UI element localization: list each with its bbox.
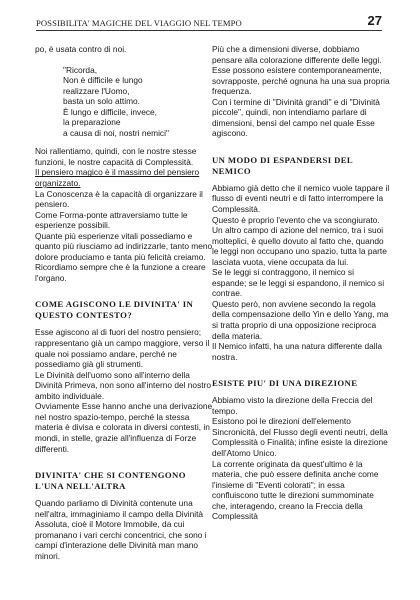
- paragraph: Se le leggi si contraggono, il nemico si espande; se le leggi si espandono, il nemico si contrae.: [212, 267, 385, 299]
- paragraph: La corrente originata da quest'ultimo è la materia, che può essere definita anche come l'insieme di "Eventi colorati"; in essa confluiscono tutte le direzioni summominate che, interagendo, creano la Freccia della Complessità: [212, 458, 379, 522]
- paragraph: La Conoscenza è la capacità di organizzare il pensiero.: [35, 188, 203, 210]
- paragraph: Abbiamo visto la direzione della Freccia del tempo.: [212, 395, 373, 416]
- paragraph: Un altro campo di azione del nemico, tra i suoi molteplici, è quello dovuto al fatto che, quando le leggi non occupano uno spazio, tutta la parte lasciata vuota, viene occupata da lui.: [212, 225, 387, 267]
- paragraph: Esse possono esistere contemporaneamente, sovrapposte, perché ognuna ha una sua propria frequenza.: [212, 65, 390, 97]
- paragraph: Ricordiamo sempre che è la funzione a creare l'organo.: [35, 262, 206, 283]
- underlined-paragraph: [35, 167, 215, 188]
- page-number: 27: [367, 13, 382, 28]
- paragraph: Più che a dimensioni diverse, dobbiamo pensare alla colorazione differente delle leggi.: [212, 44, 382, 65]
- section-heading: DIVINITA' CHE SI CONTENGONO L'UNA NELL'ALTRA: [35, 470, 186, 492]
- paragraph: Noi rallentiamo, quindi, con le nostre stesse funzioni, le nostre capacità di Complessità.: [35, 146, 197, 167]
- paragraph: Quando parliamo di Divinità contenute una nell'altra, immaginiamo il campo della Divinità Assoluta, cioè il Motore Immobile, da cui promanano i vari cerchi concentrici, che sono i campi d'interazione delle Divinità man mano minori.: [35, 498, 207, 561]
- paragraph: Esse agiscono al di fuori del nostro pensiero; rappresentano già un campo maggiore, verso il quale noi possiamo andare, perché ne possediamo già gli strumenti.: [35, 327, 210, 370]
- page-header: [36, 13, 382, 29]
- section-heading: COME AGISCONO LE DIVINITA' IN QUESTO CONTESTO?: [35, 299, 194, 321]
- poem-line: basta un solo attimo.: [63, 96, 140, 107]
- header-rule: [36, 30, 382, 31]
- poem-line: a causa di noi, nostri nemici": [63, 127, 169, 138]
- paragraph: Abbiamo già detto che il nemico vuole tappare il flusso di eventi neutri e di fatto interrompere la Complessità.: [212, 182, 390, 215]
- poem-line: Non è difficile e lungo: [63, 75, 143, 86]
- underlined-text: Il pensiero magico è il massimo del pensiero organizzato.: [35, 167, 200, 189]
- quote-poem: [63, 65, 215, 139]
- paragraph: Ovviamente Esse hanno anche una derivazione nel nostro spazio-tempo, perché la stessa materia è divisa e colorata in diversi contesti, in mondi, in stelle, grazie all'influenza di Forze differenti.: [35, 401, 213, 454]
- right-column: [212, 44, 390, 522]
- paragraph: Come Forma-ponte attraversiamo tutte le esperienze possibili.: [35, 209, 188, 231]
- poem-line: la preparazione: [63, 117, 121, 128]
- section-heading: UN MODO DI ESPANDERSI DEL NEMICO: [212, 154, 353, 176]
- paragraph: Le Divinità dell'uomo sono all'interno della Divinità Primeva, non sono all'interno del nostro ambito individuale.: [35, 369, 211, 401]
- running-title: POSSIBILITA' MAGICHE DEL VIAGGIO NEL TEMPO: [36, 18, 242, 28]
- paragraph: Questo è proprio l'evento che va scongiurato.: [212, 214, 380, 225]
- paragraph: Con i termine di "Divinità grandi" e di "Divinità piccole", quindi, non intendiamo parlare di dimensioni, bensì del campo nel quale Esse agiscono.: [212, 96, 380, 139]
- poem-line: È lungo e difficile, invece,: [63, 106, 158, 117]
- paragraph: Il Nemico infatti, ha una natura differente dalla nostra.: [212, 341, 383, 362]
- paragraph: Questo però, non avviene secondo la regola della compensazione dello Yin e dello Yang, ma si tratta proprio di una opposizione reciproca della materia.: [212, 298, 389, 341]
- paragraph: Esistono poi le direzioni dell'elemento Sincronicità, del Flusso degli eventi neutri, della Complessità o Finalità; infine esiste la direzione dell'Atomo Unico.: [212, 416, 388, 458]
- poem-line: "Ricorda,: [63, 64, 98, 75]
- section-heading: ESISTE PIU' DI UNA DIREZIONE: [212, 378, 358, 389]
- intro-line: po, è usata contro di noi.: [35, 44, 127, 54]
- paragraph: Quante più esperienze vitali possediamo e quanto più riusciamo ad indirizzarle, tanto meno dolore produciamo e tanta più felicità creiamo.: [35, 230, 213, 262]
- left-column: [35, 44, 215, 561]
- poem-line: realizzare l'Uomo,: [63, 85, 130, 96]
